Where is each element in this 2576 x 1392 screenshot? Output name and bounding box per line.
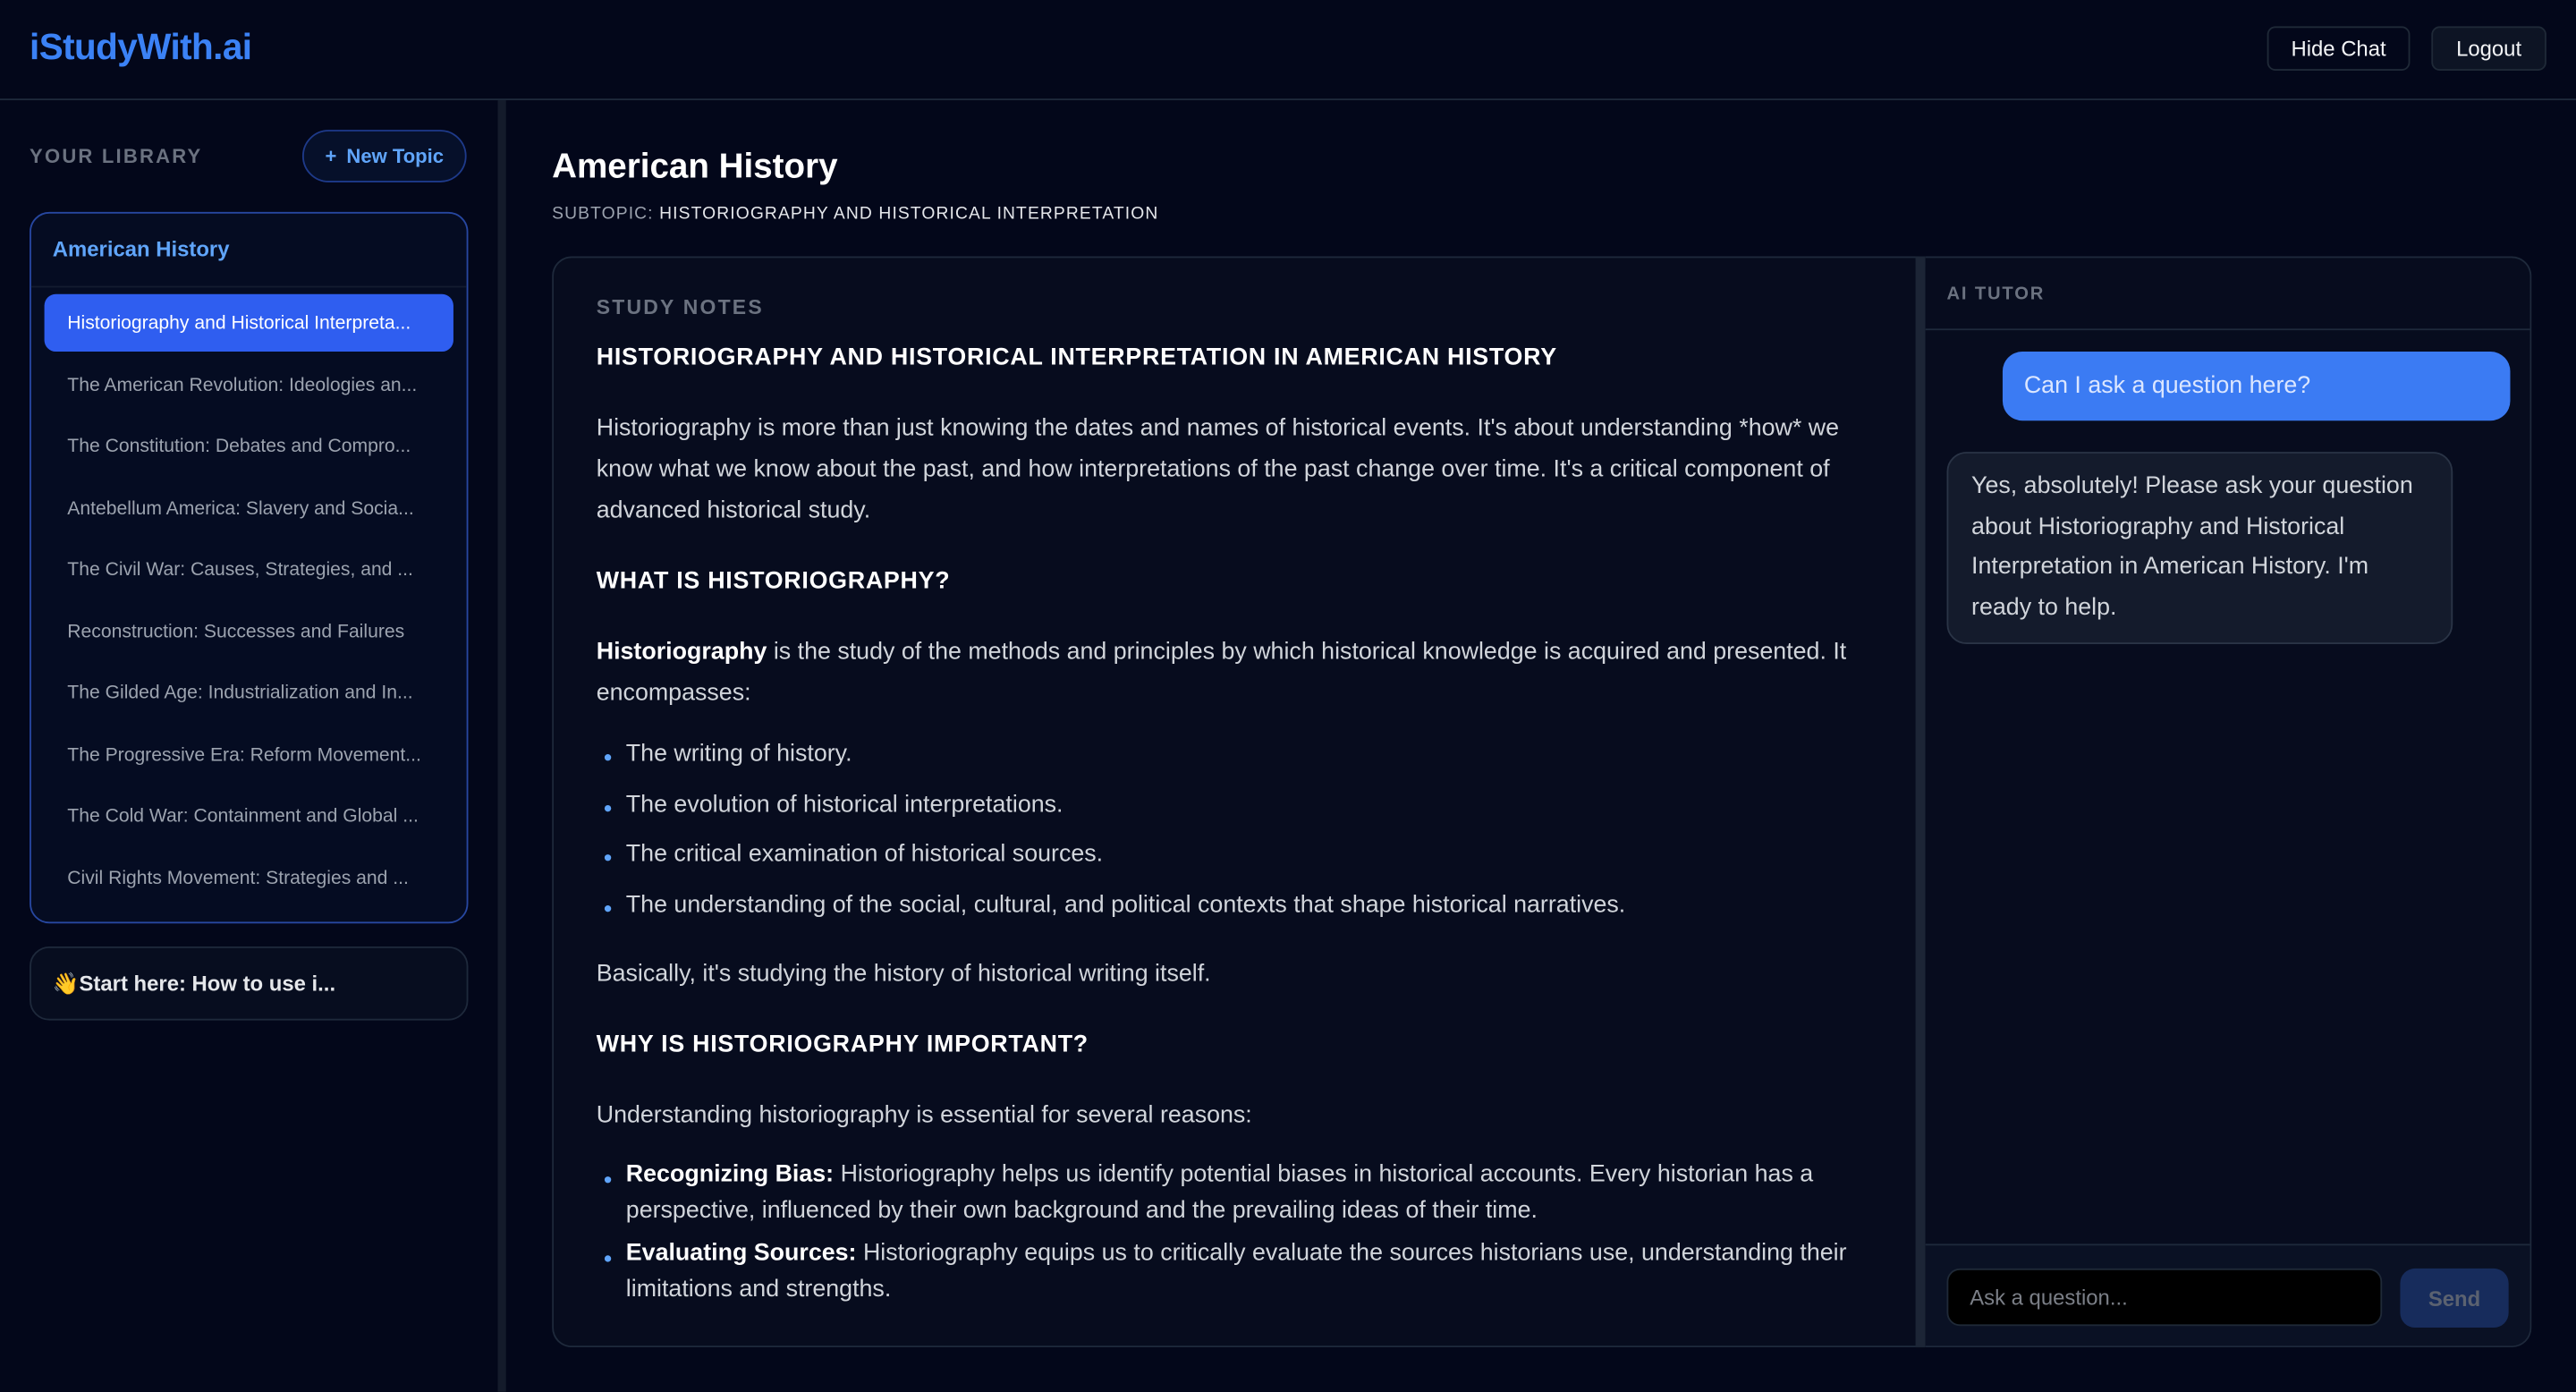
new-topic-button[interactable] xyxy=(302,130,467,182)
list-item: The understanding of the social, cultural, and political contexts that shape historical narratives. xyxy=(626,885,1861,926)
list-item xyxy=(626,1235,1861,1307)
notes-heading: WHY IS HISTORIOGRAPHY IMPORTANT? xyxy=(596,1031,1089,1057)
topic-title[interactable]: American History xyxy=(31,214,467,288)
new-topic-label: New Topic xyxy=(346,144,445,168)
panel-resize-handle[interactable] xyxy=(1916,257,1926,1348)
bold-term: Historiography xyxy=(596,639,767,666)
list-item: The writing of history. xyxy=(626,734,1861,776)
subtopic-item[interactable]: Historiography and Historical Interpreta... xyxy=(45,294,453,352)
user-message: Can I ask a question here? xyxy=(2003,352,2511,420)
chat-input[interactable] xyxy=(1946,1269,2382,1326)
logo[interactable]: iStudyWith.ai xyxy=(30,26,252,68)
subtopic-item[interactable]: Antebellum America: Slavery and Socia... xyxy=(67,498,414,519)
list-item: The evolution of historical interpretations. xyxy=(626,785,1861,826)
notes-heading: HISTORIOGRAPHY AND HISTORICAL INTERPRETATION IN AMERICAN HISTORY xyxy=(596,344,1557,372)
bold-term: Evaluating Sources: xyxy=(625,1239,857,1267)
subtopic-value: HISTORIOGRAPHY AND HISTORICAL INTERPRETATION xyxy=(659,203,1159,224)
chat-input-bar xyxy=(1926,1243,2532,1347)
notes-paragraph: Basically, it's studying the history of historical writing itself. xyxy=(596,960,1211,987)
waving-hand-icon: 👋 xyxy=(52,970,80,996)
subtopic-item[interactable]: The Cold War: Containment and Global ... xyxy=(67,805,419,826)
subtopic-heading xyxy=(552,204,1158,224)
ai-tutor-label: AI TUTOR xyxy=(1926,258,2530,330)
list-item xyxy=(626,1156,1861,1228)
subtopic-item[interactable]: The Constitution: Debates and Compro... xyxy=(67,436,411,456)
start-here-label: Start here: How to use i... xyxy=(79,971,336,997)
subtopic-item[interactable]: The Civil War: Causes, Strategies, and ... xyxy=(67,559,413,580)
notes-paragraph xyxy=(597,632,1861,715)
bold-term: Recognizing Bias: xyxy=(625,1160,835,1188)
logout-button[interactable]: Logout xyxy=(2431,26,2546,71)
subtopic-item[interactable]: Reconstruction: Successes and Failures xyxy=(67,622,405,642)
hide-chat-button[interactable]: Hide Chat xyxy=(2267,26,2411,71)
list-item: The critical examination of historical sources. xyxy=(626,835,1861,876)
library-label: YOUR LIBRARY xyxy=(30,144,203,168)
notes-paragraph: Historiography is more than just knowing the dates and names of historical events. It's about understanding *how* we know what we know about the past, and how interpretations of the past change over time. It's a critical component of advanced historical study. xyxy=(596,415,1840,524)
send-button[interactable]: Send xyxy=(2400,1269,2508,1328)
plus-icon: + xyxy=(325,144,337,168)
page-title: American History xyxy=(552,148,838,186)
subtopic-item[interactable]: The Progressive Era: Reform Movement... xyxy=(67,744,421,765)
top-bar xyxy=(0,0,2576,100)
sidebar-resize-handle[interactable] xyxy=(498,100,506,1392)
item-text: Historiography helps us identify potential biases in historical accounts. Every historian has a perspective, influenced by their own background and the prevailing ideas of their time. xyxy=(625,1160,1814,1224)
study-notes-panel xyxy=(552,257,1919,1348)
notes-list xyxy=(597,734,1861,926)
ai-tutor-panel xyxy=(1926,257,2532,1348)
item-text: Historiography equips us to critically evaluate the sources historians use, understanding their limitations and strengths. xyxy=(625,1239,1847,1303)
notes-paragraph: Understanding historiography is essential for several reasons: xyxy=(596,1101,1252,1128)
subtopic-label: SUBTOPIC: xyxy=(552,203,654,224)
start-here-item[interactable] xyxy=(30,946,468,1021)
paragraph-text: is the study of the methods and principles by which historical knowledge is acquired and presented. It encompasses: xyxy=(596,639,1847,707)
subtopic-item[interactable]: The Gilded Age: Industrialization and In... xyxy=(67,683,413,703)
notes-list xyxy=(597,1156,1861,1307)
subtopic-item[interactable]: Civil Rights Movement: Strategies and ... xyxy=(67,868,409,888)
assistant-message: Yes, absolutely! Please ask your question about Historiography and Historical Interpretation in American History. I'm ready to help. xyxy=(1946,452,2453,644)
topic-card xyxy=(30,212,468,923)
notes-heading: WHAT IS HISTORIOGRAPHY? xyxy=(596,568,951,595)
study-notes-label: STUDY NOTES xyxy=(596,295,764,319)
subtopic-item[interactable]: The American Revolution: Ideologies an... xyxy=(67,375,418,395)
